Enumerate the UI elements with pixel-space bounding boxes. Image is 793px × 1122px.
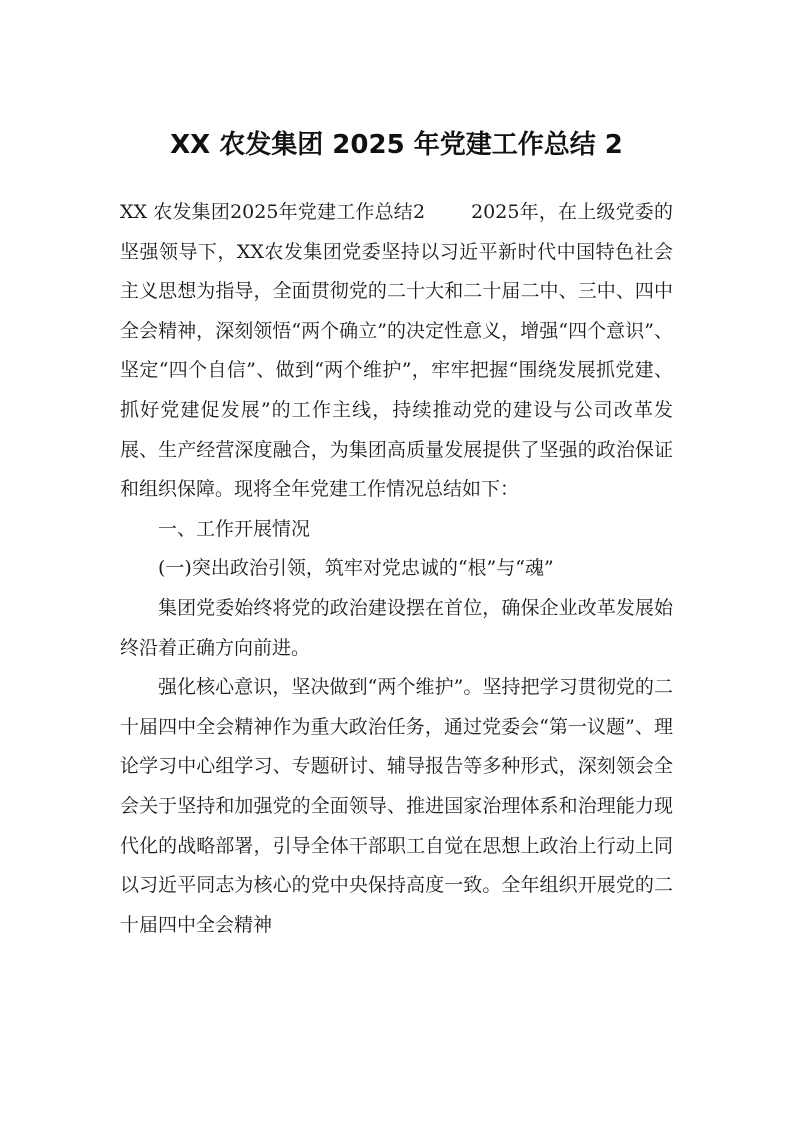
intro-lead: XX 农发集团2025年党建工作总结2 bbox=[120, 201, 426, 223]
intro-body: 2025年，在上级党委的坚强领导下，XX农发集团党委坚持以习近平新时代中国特色社会主义思想为指导，全面贯彻党的二十大和二十届二中、三中、四中全会精神，深刻领悟“两个确立”的决定性意义，增强“四个意识”、坚定“四个自信”、做到“两个维护”，牢牢把握“围绕发展抓党建、抓好党建促发展”的工作主线，持续推动党的建设与公司改革发展、生产经营深度融合，为集团高质量发展提供了坚强的政治保证和组织保障。现将全年党建工作情况总结如下： bbox=[120, 201, 673, 501]
section-heading: 一、工作开展情况 bbox=[158, 517, 311, 540]
document-title: XX 农发集团 2025 年党建工作总结 2 bbox=[170, 130, 623, 160]
body-paragraph-2: 强化核心意识，坚决做到“两个维护”。坚持把学习贯彻党的二十届四中全会精神作为重大政治任务，通过党委会“第一议题”、理论学习中心组学习、专题研讨、辅导报告等多种形式，深刻领会全会关于坚持和加强党的全面领导、推进国家治理体系和治理能力现代化的战略部署，引导全体干部职工自觉在思想上政治上行动上同以习近平同志为核心的党中央保持高度一致。全年组织开展党的二十届四中全会精神 bbox=[120, 676, 673, 936]
body-paragraph-1: 集团党委始终将党的政治建设摆在首位，确保企业改革发展始终沿着正确方向前进。 bbox=[120, 596, 673, 659]
subsection-heading: (一)突出政治引领，筑牢对党忠诚的“根”与“魂” bbox=[158, 557, 554, 580]
intro-paragraph bbox=[120, 193, 673, 510]
document-body bbox=[120, 193, 673, 945]
